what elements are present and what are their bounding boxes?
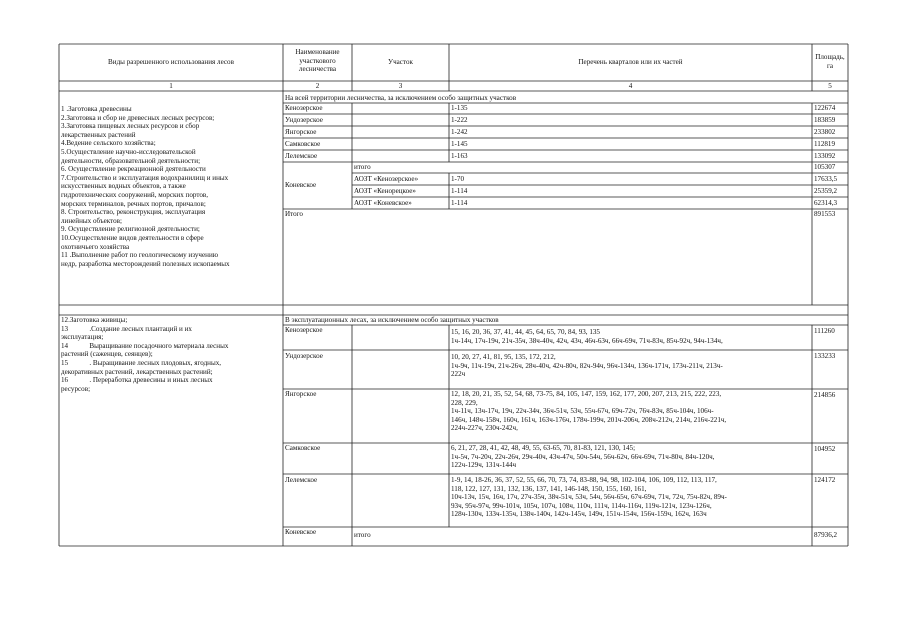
table-row-area: 111260 (814, 327, 835, 335)
table-row-quarters: 1-9, 14, 18-26, 36, 37, 52, 55, 66, 70, 73, 74, 83-88, 94, 98, 102-104, 106, 109, 112, 113, 117, 118, 122, 127, 131, 132, 136, 137, 141, 146-148, 150, 155, 160, 161, 10ч-13ч, 15ч, 16ч, 17ч, 27ч-35ч, 38ч-51ч, 53ч, 54ч, 56ч-65ч, 67ч-69ч, 71ч, 72ч, 75ч-82ч, 89ч- 93ч, 95ч-97ч, 99ч-101ч, 105ч, 107ч, 108ч, 110ч, 111ч, 114ч-116ч, 119ч-121ч, 123ч-126ч, 128ч-130ч, 133ч-135ч, 138ч-140ч, 142ч-145ч, 149ч, 151ч-154ч, 156ч-159ч, 162ч, 163ч (451, 476, 727, 519)
table-row-forestry: Кенозерское (285, 104, 323, 112)
section2-title: В эксплуатационных лесах, за исключением особо защитных участков (285, 316, 499, 324)
table-row-area: 233802 (814, 128, 836, 136)
konevskoe-area: 25359,2 (814, 187, 838, 195)
section2-use-list: 12.Заготовка живицы; 13 .Создание лесных плантаций и их эксплуатация; 14 Выращивание посадочного материала лесных растений (саженцев, сеянцев); 15 . Выращивание лесных плодовых, ягодных, декоративных растений, лекарственных растений; 16 . Переработка древесины и иных лесных ресурсов; (61, 316, 229, 393)
column-number-4: 4 (628, 82, 633, 90)
table-row-area: 214856 (814, 391, 836, 399)
konevskoe-forestry: Коневское (285, 181, 317, 189)
konevskoe-plot: АОЗТ «Кенозерское» (354, 175, 419, 183)
konevskoe-forestry: Коневское (285, 528, 317, 536)
table-row-forestry: Ундозерское (285, 116, 323, 124)
section1-title: На всей территории лесничества, за исключением особо защитных участков (285, 94, 517, 102)
table-row-forestry: Самковское (285, 444, 321, 452)
column-number-1: 1 (169, 82, 173, 90)
column-number-3: 3 (398, 82, 403, 90)
table-row-quarters: 1-145 (451, 140, 468, 148)
column-number-5: 5 (828, 82, 832, 90)
konevskoe-area: 62314,3 (814, 199, 838, 207)
konevskoe-itogo-label: итого (354, 531, 371, 539)
table-row-area: 122674 (814, 104, 836, 112)
table-row-area: 183859 (814, 116, 836, 124)
table-row-quarters: 1-163 (451, 152, 468, 160)
konevskoe-plot: АОЗТ «Кенорецкое» (354, 187, 416, 195)
table-row-quarters: 10, 20, 27, 41, 81, 95, 135, 172, 212, 1ч-9ч, 11ч-19ч, 21ч-26ч, 28ч-40ч, 42ч-80ч, 82ч-94ч, 96ч-134ч, 136ч-171ч, 173ч-211ч, 213ч- 222ч (451, 353, 723, 379)
table-row-forestry: Янгорское (285, 390, 317, 398)
section1-total-area: 891553 (814, 210, 836, 218)
table-row-quarters: 1-242 (451, 128, 468, 136)
konevskoe-itogo-area: 105307 (814, 163, 836, 171)
table-row-quarters: 12, 18, 20, 21, 35, 52, 54, 68, 73-75, 84, 105, 147, 159, 162, 177, 200, 207, 213, 215, 222, 223, 228, 229, 1ч-11ч, 13ч-17ч, 19ч, 22ч-34ч, 36ч-51ч, 53ч, 55ч-67ч, 69ч-72ч, 76ч-83ч, 85ч-104ч, 106ч- 146ч, 148ч-158ч, 160ч, 161ч, 163ч-176ч, 178ч-199ч, 201ч-206ч, 208ч-212ч, 214ч, 216ч-221ч, 224ч-227ч, 230ч-242ч, (451, 390, 727, 433)
header-forestry: Наименование участкового лесничества (295, 48, 340, 74)
table-row-area: 133233 (814, 352, 836, 360)
table-row-forestry: Самковское (285, 140, 321, 148)
table-row-forestry: Янгорское (285, 128, 317, 136)
table-row-forestry: Ундозерское (285, 352, 323, 360)
section1-use-list: 1 .Заготовка древесины 2.Заготовка и сбор не древесных лесных ресурсов; 3.Заготовка пищевых лесных ресурсов и сбор лекарственных растений 4.Ведение сельского хозяйства; 5.Осуществление научно-исследовательской деятельности, образовательной деятельности; 6. Осуществление рекреационной деятельности 7.Строительство и эксплуатация водохранилищ и иных искусственных водных объектов, а также гидротехнических сооружений, морских портов, морских терминалов, речных портов, причалов; 8. Строительство, реконструкция, эксплуатация линейных объектов; 9. Осуществление религиозной деятельности; 10.Осуществление видов деятельности в сфере охотничьего хозяйства 11 .Выполнение работ по геологическому изучению недр, разработка месторождений полезных ископаемых (61, 105, 230, 268)
table-row-quarters: 1-222 (451, 116, 468, 124)
table-row-forestry: Лелемское (285, 476, 318, 484)
column-number-2: 2 (315, 82, 320, 90)
konevskoe-area: 17633,5 (814, 175, 838, 183)
konevskoe-area: 87936,2 (814, 531, 838, 539)
header-quarters: Перечень кварталов или их частей (578, 58, 683, 66)
header-plot: Участок (388, 58, 413, 66)
table-row-area: 133092 (814, 152, 836, 160)
table-row-area: 104952 (814, 445, 836, 453)
konevskoe-itogo-label: итого (354, 163, 371, 171)
konevskoe-plot: АОЗТ «Коневское» (354, 199, 412, 207)
header-use-types: Виды разрешенного использования лесов (108, 58, 234, 66)
table-row-forestry: Кенозерское (285, 326, 323, 334)
table-row-area: 112819 (814, 140, 836, 148)
table-row-forestry: Лелемское (285, 152, 318, 160)
table-row-area: 124172 (814, 476, 836, 484)
table-row-quarters: 15, 16, 20, 36, 37, 41, 44, 45, 64, 65, 70, 84, 93, 135 1ч-14ч, 17ч-19ч, 21ч-35ч, 38ч-40ч, 42ч, 43ч, 46ч-63ч, 66ч-69ч, 71ч-83ч, 85ч-92ч, 94ч-134ч, (451, 328, 723, 345)
konevskoe-quarters: 1-114 (451, 187, 468, 195)
konevskoe-quarters: 1-70 (451, 175, 465, 183)
table-row-quarters: 6, 21, 27, 28, 41, 42, 48, 49, 55, 63-65, 70, 81-83, 121, 130, 145; 1ч-5ч, 7ч-20ч, 22ч-26ч, 29ч-40ч, 43ч-47ч, 50ч-54ч, 56ч-62ч, 66ч-69ч, 71ч-80ч, 84ч-120ч, 122ч-129ч, 131ч-144ч (451, 444, 715, 470)
section1-total-label: Итого (285, 210, 303, 218)
header-area: Площадь, га (815, 53, 845, 70)
konevskoe-quarters: 1-114 (451, 199, 468, 207)
table-row-quarters: 1-135 (451, 104, 468, 112)
